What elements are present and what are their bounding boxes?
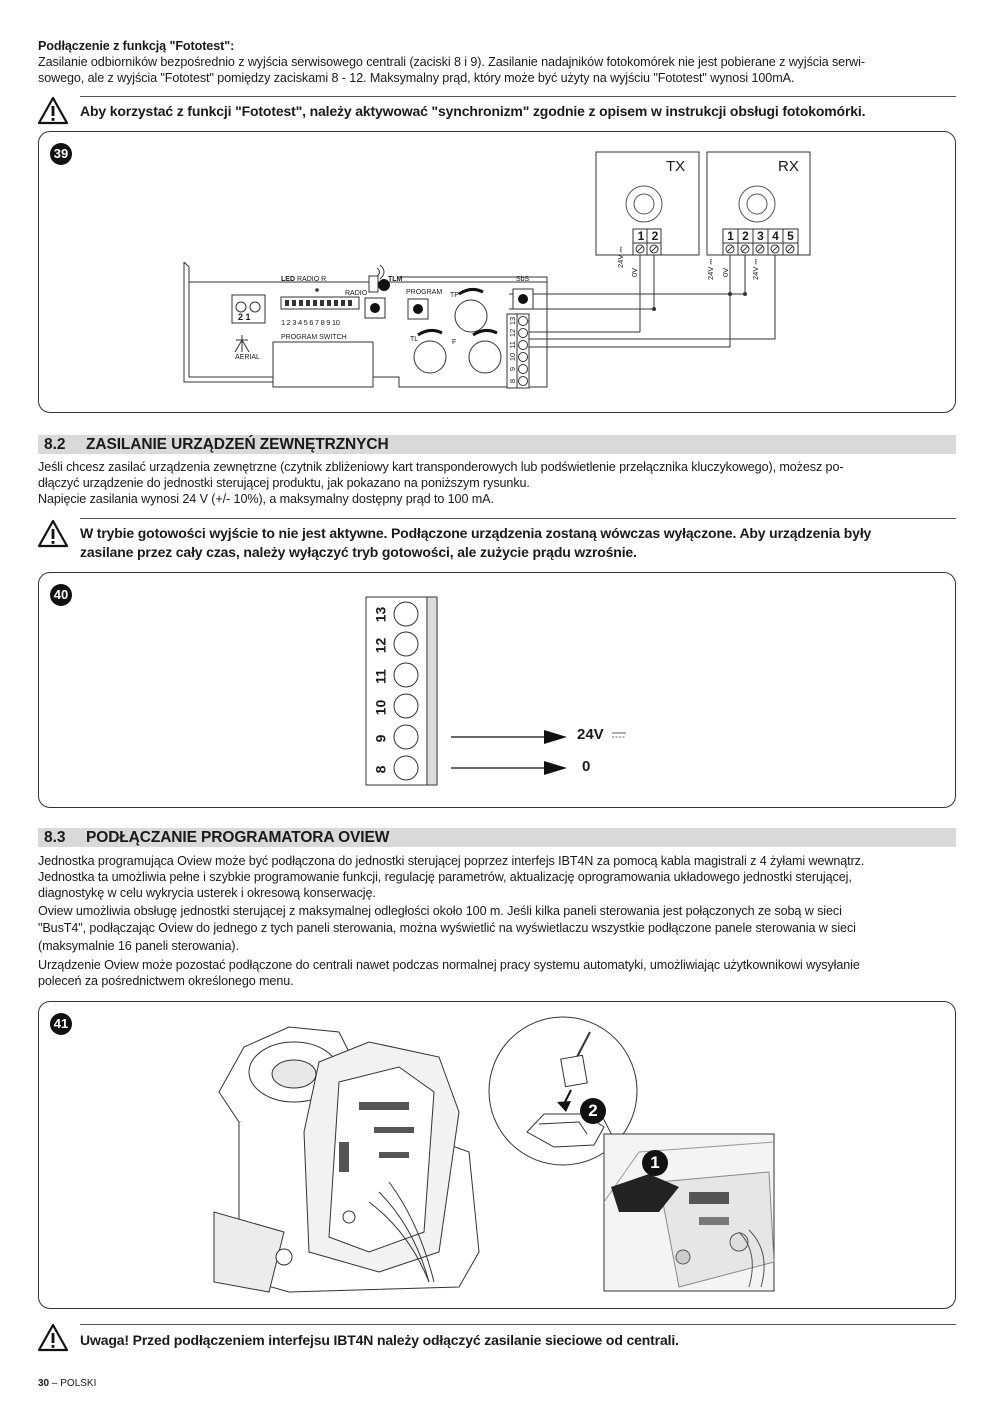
- f-label: F: [452, 339, 457, 346]
- section-8-3-header: [38, 828, 956, 847]
- section-8-3-line-5: "BusT4", podłączając Oview do jednego z tych paneli sterowania, można wyświetlić na wyświetlaczu wszystkie podłączone panele sterowania w sieci: [38, 921, 856, 935]
- section-8-2-header: [38, 435, 956, 454]
- figure-40: [38, 572, 956, 808]
- tx-wire-label-0v: 0V: [630, 267, 639, 277]
- radio-r-label: RADIO R: [297, 276, 327, 283]
- section-number: 8.3: [44, 829, 66, 846]
- fototest-heading: Podłączenie z funkcją "Fototest":: [38, 39, 235, 53]
- section-8-2-warning-line-2: zasilane przez cały czas, należy wyłączyć tryb gotowości, ale zużycie prądu wzrośnie.: [80, 544, 637, 560]
- section-8-2-line-1: Jeśli chcesz zasilać urządzenia zewnętrzne (czytnik zbliżeniowy kart transponderowych lub podświetlenie przełącznika kluczykowego), możesz po-: [38, 460, 844, 474]
- terminal-10: 10: [372, 699, 389, 716]
- switch-numbers-label: 1 2 3 4 5 6 7 8 9 10: [281, 318, 340, 327]
- sbs-label: SbS: [516, 276, 530, 283]
- rx-terminal-1: 1: [727, 229, 734, 243]
- terminal-9: 9: [372, 734, 389, 743]
- rx-terminal-4: 4: [772, 229, 779, 243]
- rx-terminal-5: 5: [787, 229, 794, 243]
- rx-wire-label-0v: 0V: [721, 267, 730, 277]
- footer-language: – POLSKI: [51, 1378, 97, 1389]
- tp-label: TP: [450, 292, 459, 299]
- tx-wire-label-24v: 24V ⎓: [616, 246, 625, 268]
- terminal-11: 11: [372, 669, 389, 684]
- tlm-label: TLM: [388, 276, 403, 283]
- warning-rule: [80, 1324, 956, 1325]
- warning-triangle-icon: [37, 1323, 69, 1353]
- section-8-3-line-4: Oview umożliwia obsługę jednostki sterującej z maksymalnej odległości około 100 m. Jeśli kilka paneli sterowania jest połączonych ze sobą w sieci: [38, 904, 842, 918]
- radio-label: RADIO: [345, 290, 368, 297]
- program-switch-label: PROGRAM SWITCH: [281, 334, 347, 341]
- section-8-2-line-3: Napięcie zasilania wynosi 24 V (+/- 10%), a maksymalny dostępny prąd to 100 mA.: [38, 492, 494, 506]
- rx-wire-label-24v-1: 24V ⎓: [706, 258, 715, 280]
- warning-rule: [80, 518, 956, 519]
- section-number: 8.2: [44, 436, 66, 453]
- warning-triangle-icon: [37, 96, 69, 126]
- page-number: 30: [38, 1378, 50, 1389]
- aerial-terminals-label: 2 1: [238, 312, 251, 322]
- section-8-3-line-2: Jednostka ta umożliwia pełne i szybkie programowanie funkcji, regulację parametrów, aktualizację oprogramowania układowego jednostki sterującej,: [38, 870, 852, 884]
- board-terminal-10: 10: [508, 352, 517, 362]
- section-8-3-line-3: diagnostykę w celu wykrycia usterek i okresową konserwację.: [38, 886, 376, 900]
- board-terminal-12: 12: [508, 328, 517, 338]
- figure-number: 40: [50, 584, 72, 606]
- rx-label: RX: [778, 158, 799, 175]
- section-8-3-warning: Uwaga! Przed podłączeniem interfejsu IBT4N należy odłączyć zasilanie sieciowe od centrali.: [80, 1332, 679, 1348]
- output-24v-label: 24V: [577, 726, 604, 743]
- board-terminal-9: 9: [508, 366, 517, 372]
- led-label: LED: [281, 276, 295, 283]
- fototest-warning: Aby korzystać z funkcji "Fototest", należy aktywować "synchronizm" zgodnie z opisem w instrukcji obsługi fotokomórki.: [80, 103, 866, 119]
- tx-terminal-1: 1: [637, 229, 645, 243]
- page-footer: [38, 1378, 96, 1389]
- section-8-3-line-7: Urządzenie Oview może pozostać podłączone do centrali nawet podczas normalnej pracy systemu automatyki, umożliwiając użytkownikowi wysyłanie: [38, 958, 860, 972]
- tx-terminal-2: 2: [651, 229, 659, 243]
- tl-label: TL: [410, 336, 419, 343]
- rx-terminal-3: 3: [757, 229, 764, 243]
- rx-terminal-2: 2: [742, 229, 749, 243]
- section-8-3-line-6: (maksymalnie 16 paneli sterowania).: [38, 939, 239, 953]
- rx-wire-label-24v-2: 24V ⎓: [751, 258, 760, 280]
- callout-2: 2: [580, 1098, 606, 1124]
- warning-triangle-icon: [37, 519, 69, 549]
- terminal-8: 8: [372, 765, 389, 774]
- output-0-label: 0: [582, 758, 591, 775]
- fototest-line-2: sowego, ale z wyjścia "Fototest" pomiędzy zaciskami 8 - 12. Maksymalny prąd, który może być użyty na wyjściu "Fototest" wynosi 100mA.: [38, 71, 795, 85]
- fototest-line-1: Zasilanie odbiorników bezpośrednio z wyjścia serwisowego centrali (zaciski 8 i 9). Zasilanie nadajników fotokomórek nie jest pobierane z wyjścia serwi-: [38, 55, 865, 69]
- figure-number: 39: [50, 143, 72, 165]
- section-8-3-line-8: poleceń za pośrednictwem określonego menu.: [38, 974, 294, 988]
- fototest-wiring-diagram: [39, 132, 955, 412]
- board-terminal-11: 11: [508, 341, 517, 349]
- program-label: PROGRAM: [406, 289, 443, 296]
- section-title: ZASILANIE URZĄDZEŃ ZEWNĘTRZNYCH: [86, 436, 389, 453]
- warning-rule: [80, 96, 956, 97]
- aerial-label: AERIAL: [235, 354, 260, 361]
- terminal-12: 12: [372, 637, 389, 654]
- section-title: PODŁĄCZANIE PROGRAMATORA OVIEW: [86, 829, 390, 846]
- section-8-3-line-1: Jednostka programująca Oview może być podłączona do jednostki sterującej poprzez interfejs IBT4N za pomocą kabla magistrali z 4 żyłami wewnątrz.: [38, 854, 865, 868]
- board-terminal-13: 13: [508, 316, 517, 326]
- callout-1: 1: [642, 1150, 668, 1176]
- power-output-diagram: [39, 573, 955, 807]
- board-terminal-8: 8: [508, 378, 517, 384]
- section-8-2-warning-line-1: W trybie gotowości wyjście to nie jest aktywne. Podłączone urządzenia zostaną wówczas wyłączone. Aby urządzenia były: [80, 525, 872, 541]
- terminal-13: 13: [372, 606, 389, 623]
- figure-41: [38, 1001, 956, 1309]
- section-8-2-line-2: dłączyć urządzenie do jednostki sterującej produktu, jak pokazano na poniższym rysunku.: [38, 476, 530, 490]
- oview-connection-illustration: [39, 1002, 955, 1308]
- figure-39: [38, 131, 956, 413]
- terminal-labels: [369, 599, 393, 785]
- tx-label: TX: [666, 158, 686, 175]
- figure-number: 41: [50, 1013, 72, 1035]
- board-terminal-numbers: [508, 315, 518, 387]
